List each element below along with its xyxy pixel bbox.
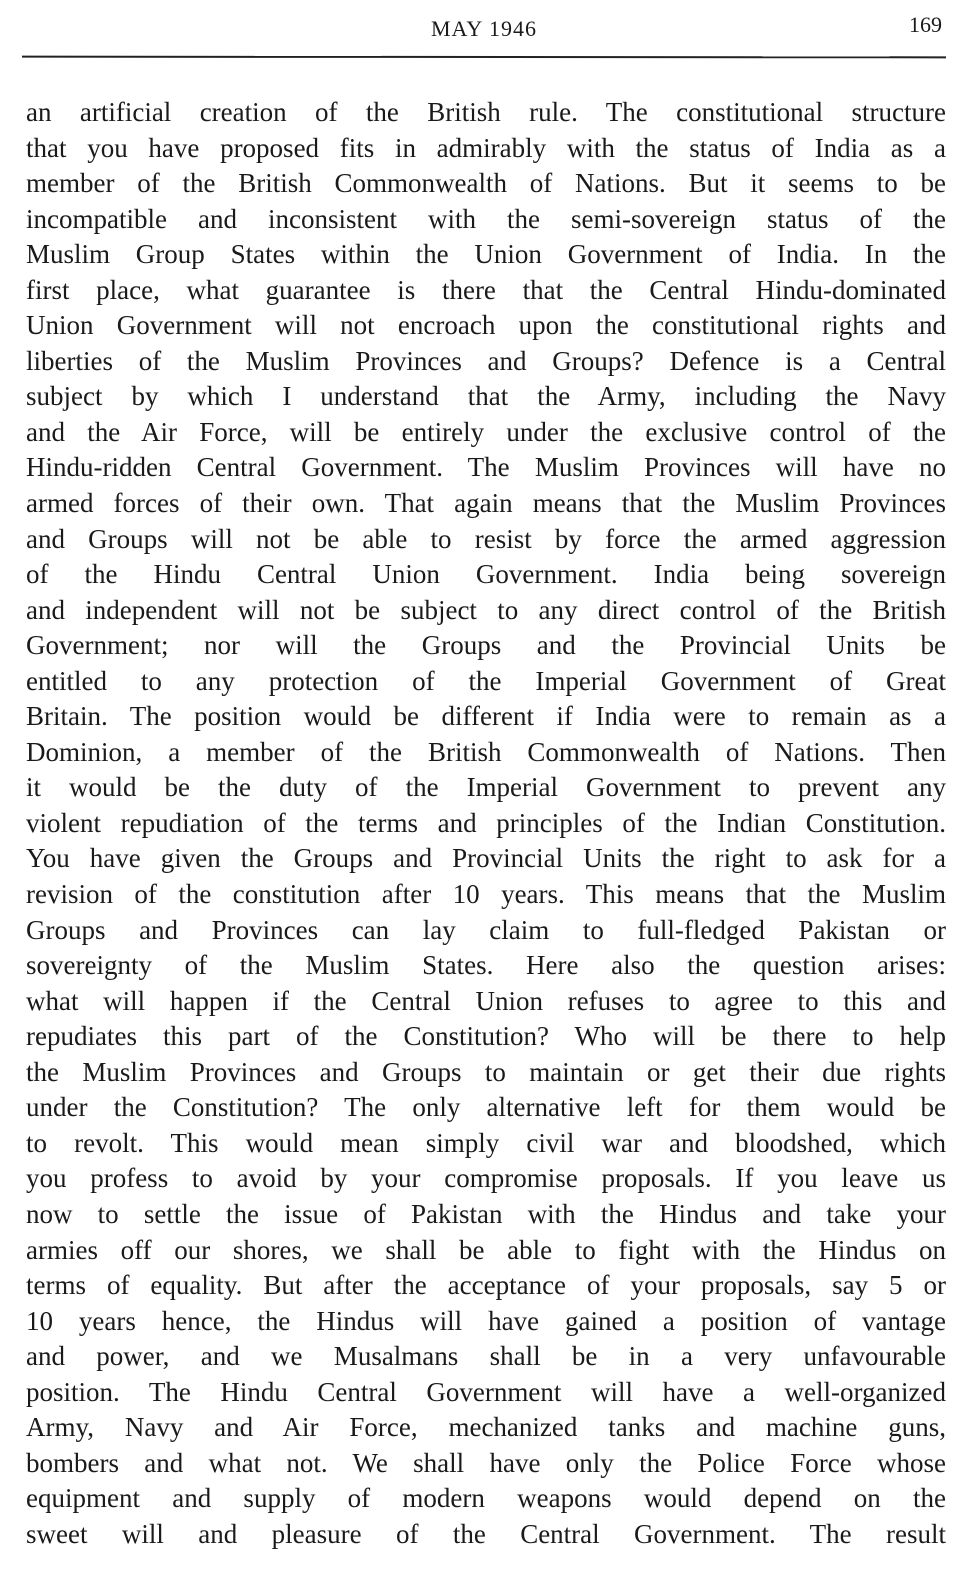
running-title: MAY 1946 bbox=[430, 16, 537, 41]
text-line: Britain. The position would be different if India were to remain as a bbox=[26, 701, 946, 732]
text-line: member of the British Commonwealth of Nations. But it seems to be bbox=[26, 168, 946, 199]
text-line: incompatible and inconsistent with the semi-sovereign status of the bbox=[26, 203, 946, 234]
text-line: Dominion, a member of the British Commonwealth of Nations. Then bbox=[26, 736, 946, 767]
text-line: Muslim Group States within the Union Government of India. In the bbox=[26, 239, 946, 270]
text-line: and power, and we Musalmans shall be in a very unfavourable bbox=[26, 1341, 946, 1372]
text-line: what will happen if the Central Union refuses to agree to this and bbox=[26, 985, 946, 1016]
text-line: armed forces of their own. That again means that the Muslim Provinces bbox=[26, 488, 946, 519]
text-line: sovereignty of the Muslim States. Here also the question arises: bbox=[26, 950, 946, 981]
page-number: 169 bbox=[909, 12, 942, 37]
text-line: revision of the constitution after 10 years. This means that the Muslim bbox=[26, 879, 946, 910]
text-line: subject by which I understand that the Army, including the Navy bbox=[26, 381, 946, 412]
running-head bbox=[22, 10, 946, 46]
text-line: Government; nor will the Groups and the Provincial Units be bbox=[26, 630, 946, 661]
text-line: repudiates this part of the Constitution? Who will be there to help bbox=[26, 1021, 946, 1052]
text-line: equipment and supply of modern weapons would depend on the bbox=[26, 1483, 946, 1514]
text-line: and independent will not be subject to any direct control of the British bbox=[26, 594, 946, 625]
text-line: You have given the Groups and Provincial Units the right to ask for a bbox=[26, 843, 946, 874]
text-line: and Groups will not be able to resist by force the armed aggression bbox=[26, 523, 946, 554]
text-line: first place, what guarantee is there that the Central Hindu-dominated bbox=[26, 274, 946, 305]
text-line: an artificial creation of the British rule. The constitutional structure bbox=[26, 97, 946, 127]
text-line: Groups and Provinces can lay claim to full-fledged Pakistan or bbox=[26, 914, 946, 945]
text-line: armies off our shores, we shall be able to fight with the Hindus on bbox=[26, 1234, 946, 1265]
text-line: terms of equality. But after the acceptance of your proposals, say 5 or bbox=[26, 1270, 946, 1301]
text-line: the Muslim Provinces and Groups to maintain or get their due rights bbox=[26, 1056, 946, 1087]
text-line: you profess to avoid by your compromise proposals. If you leave us bbox=[26, 1163, 946, 1194]
text-line: under the Constitution? The only alternative left for them would be bbox=[26, 1092, 946, 1123]
header-rule bbox=[22, 56, 946, 59]
text-line: to revolt. This would mean simply civil war and bloodshed, which bbox=[26, 1127, 946, 1158]
text-line: Hindu-ridden Central Government. The Muslim Provinces will have no bbox=[26, 452, 946, 483]
text-line: of the Hindu Central Union Government. India being sovereign bbox=[26, 559, 946, 590]
body-text bbox=[26, 95, 946, 1552]
text-line: it would be the duty of the Imperial Government to prevent any bbox=[26, 772, 946, 803]
text-line: and the Air Force, will be entirely under the exclusive control of the bbox=[26, 416, 946, 447]
text-line: now to settle the issue of Pakistan with the Hindus and take your bbox=[26, 1198, 946, 1229]
text-line: Union Government will not encroach upon the constitutional rights and bbox=[26, 310, 946, 341]
text-line: sweet will and pleasure of the Central Government. The result bbox=[26, 1518, 946, 1549]
text-line: 10 years hence, the Hindus will have gained a position of vantage bbox=[26, 1305, 946, 1336]
text-line: Army, Navy and Air Force, mechanized tanks and machine guns, bbox=[26, 1412, 946, 1443]
text-line: violent repudiation of the terms and principles of the Indian Constitution. bbox=[26, 807, 946, 838]
text-line: liberties of the Muslim Provinces and Groups? Defence is a Central bbox=[26, 345, 946, 376]
text-line: position. The Hindu Central Government will have a well-organized bbox=[26, 1376, 946, 1407]
text-line: entitled to any protection of the Imperial Government of Great bbox=[26, 665, 946, 696]
text-line: bombers and what not. We shall have only the Police Force whose bbox=[26, 1447, 946, 1478]
text-line: that you have proposed fits in admirably with the status of India as a bbox=[26, 132, 946, 163]
